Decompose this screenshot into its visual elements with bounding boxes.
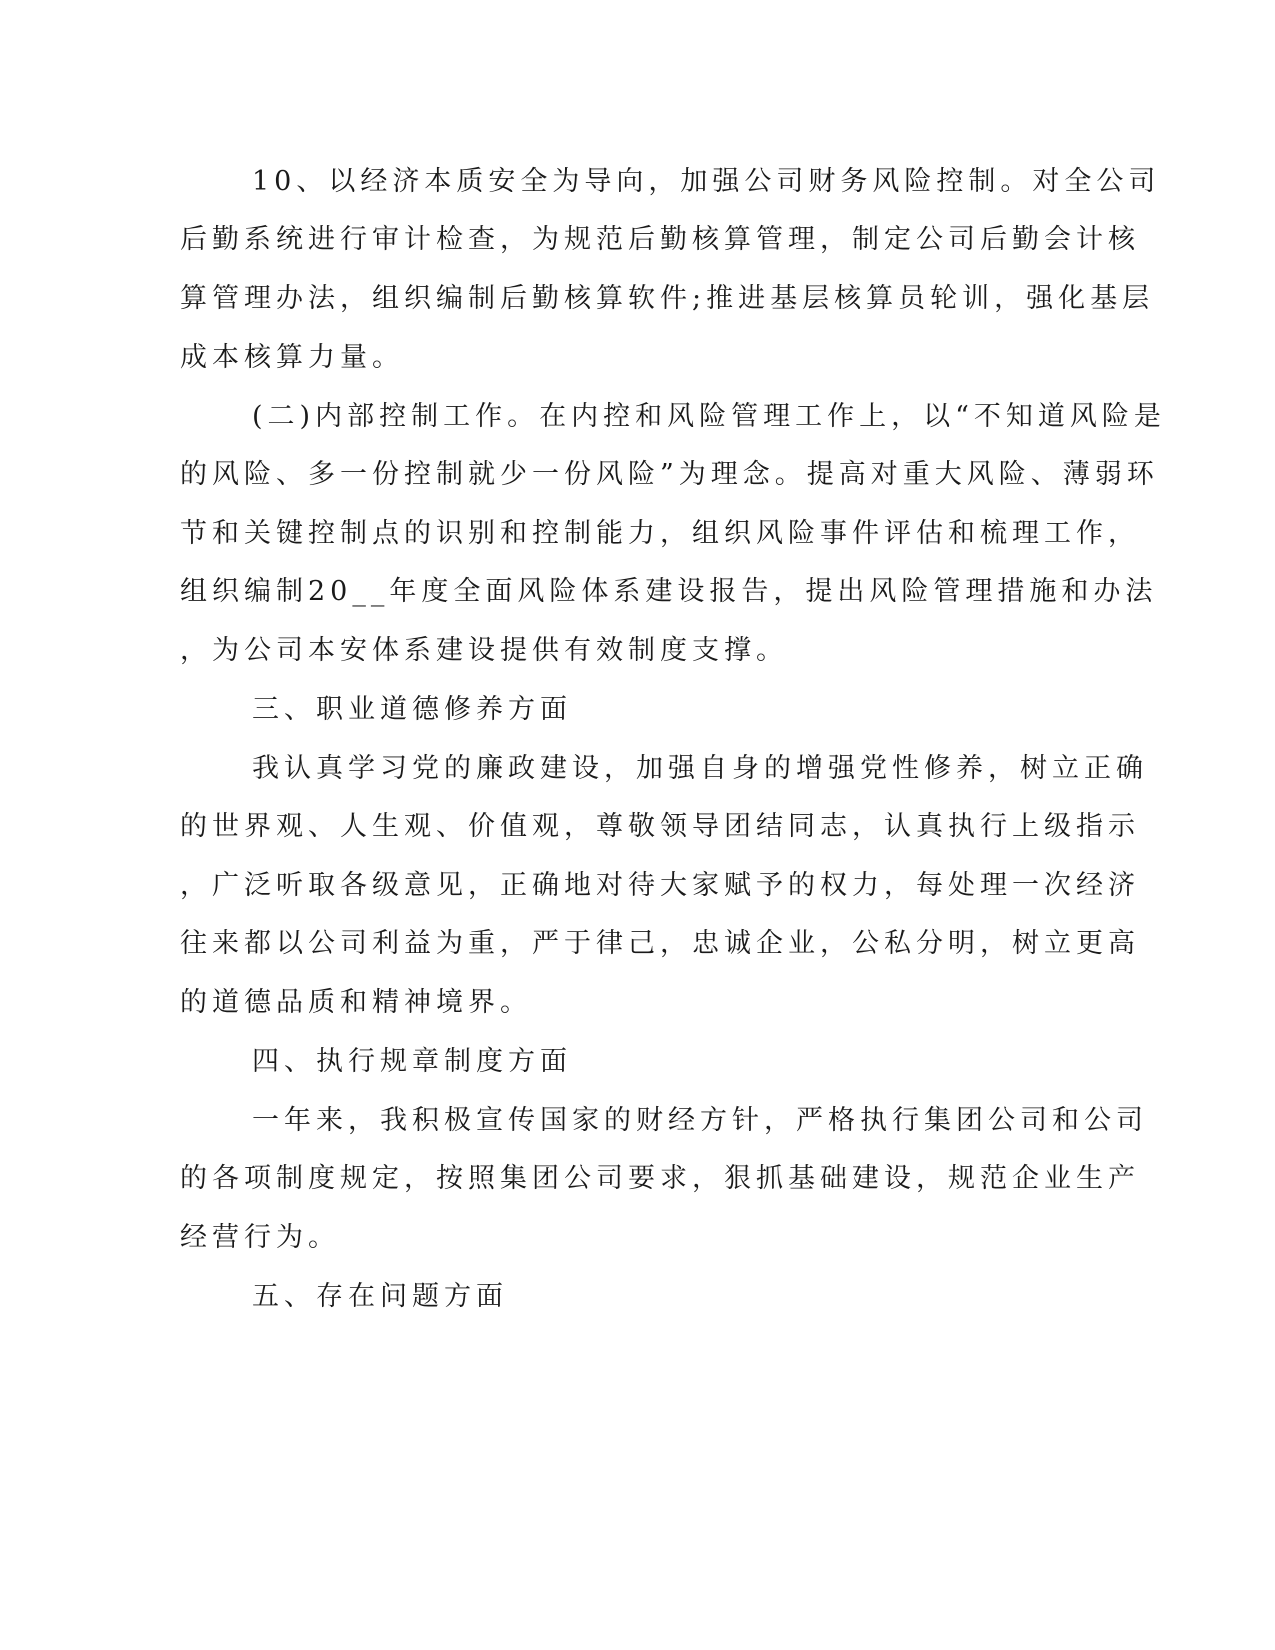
text-line: ，为公司本安体系建设提供有效制度支撑。 — [180, 635, 788, 666]
text-line: 往来都以公司利益为重，严于律己，忠诚企业，公私分明，树立更高 — [180, 928, 1140, 959]
section-heading: 三、职业道德修养方面 — [252, 694, 572, 725]
text-line: 一年来，我积极宣传国家的财经方针，严格执行集团公司和公司 — [252, 1105, 1148, 1136]
text-line: 的各项制度规定，按照集团公司要求，狠抓基础建设，规范企业生产 — [180, 1163, 1140, 1194]
section-heading: 五、存在问题方面 — [252, 1281, 508, 1312]
section-heading: 四、执行规章制度方面 — [252, 1046, 572, 1077]
text-line: 我认真学习党的廉政建设，加强自身的增强党性修养，树立正确 — [252, 753, 1148, 784]
text-line: 的风险、多一份控制就少一份风险”为理念。提高对重大风险、薄弱环 — [180, 459, 1159, 490]
text-line: (二)内部控制工作。在内控和风险管理工作上，以“不知道风险是 — [252, 401, 1166, 432]
text-line: 算管理办法，组织编制后勤核算软件;推进基层核算员轮训，强化基层 — [180, 283, 1155, 314]
text-line: 10、以经济本质安全为导向，加强公司财务风险控制。对全公司 — [252, 166, 1161, 197]
text-line: 的世界观、人生观、价值观，尊敬领导团结同志，认真执行上级指示 — [180, 811, 1140, 842]
text-line: ，广泛听取各级意见，正确地对待大家赋予的权力，每处理一次经济 — [180, 870, 1140, 901]
text-line: 组织编制20__年度全面风险体系建设报告，提出风险管理措施和办法 — [180, 576, 1158, 607]
text-line: 成本核算力量。 — [180, 342, 404, 373]
text-line: 的道德品质和精神境界。 — [180, 987, 532, 1018]
text-line: 节和关键控制点的识别和控制能力，组织风险事件评估和梳理工作， — [180, 518, 1140, 549]
text-line: 经营行为。 — [180, 1222, 340, 1253]
text-line: 后勤系统进行审计检查，为规范后勤核算管理，制定公司后勤会计核 — [180, 224, 1140, 255]
